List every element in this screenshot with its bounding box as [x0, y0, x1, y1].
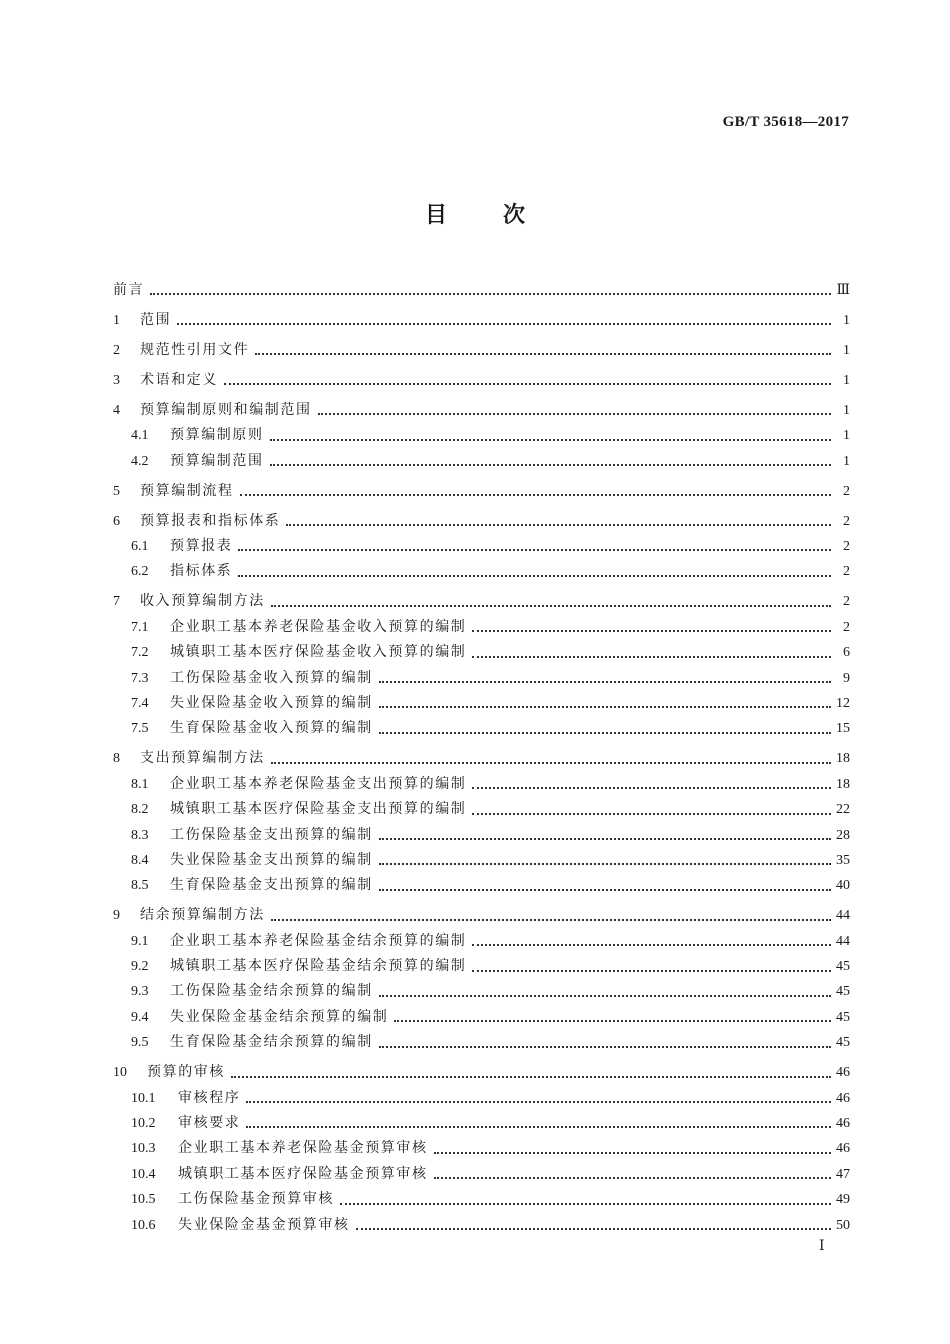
toc-entry-page: 9	[843, 670, 850, 686]
toc-entry-title: 城镇职工基本医疗保险基金收入预算的编制	[170, 644, 467, 661]
toc-entry-page: 45	[836, 1009, 850, 1025]
dot-leader	[356, 1213, 831, 1238]
toc-entry-number: 9	[113, 908, 120, 924]
toc-entry[interactable]	[113, 903, 850, 928]
toc-entry-title: 预算报表	[170, 538, 233, 555]
toc-entry-page: 46	[836, 1065, 850, 1081]
dot-leader	[270, 449, 831, 474]
toc-entry-page: 28	[836, 827, 850, 843]
dot-leader	[238, 559, 831, 584]
toc-entry-title: 规范性引用文件	[140, 341, 250, 358]
toc-subentry[interactable]	[113, 449, 850, 474]
toc-entry-number: 10.4	[131, 1166, 156, 1182]
dot-leader	[255, 338, 831, 363]
toc-subentry[interactable]	[113, 797, 850, 822]
toc-entry-page: 50	[836, 1217, 850, 1233]
dot-leader	[246, 1086, 831, 1111]
toc-entry-page: 2	[843, 539, 850, 555]
toc-entry-number: 4	[113, 402, 120, 418]
toc-entry-page: 46	[836, 1141, 850, 1157]
dot-leader	[150, 278, 831, 303]
dot-leader	[379, 716, 831, 741]
dot-leader	[224, 368, 831, 393]
toc-entry[interactable]	[113, 589, 850, 614]
page-folio: Ⅰ	[819, 1239, 825, 1254]
toc-entry-title: 工伤保险基金收入预算的编制	[170, 669, 373, 686]
dot-leader	[246, 1111, 831, 1136]
toc-entry-page: 47	[836, 1166, 850, 1182]
toc-subentry[interactable]	[113, 1136, 850, 1161]
toc-entry-title: 预算编制原则	[170, 427, 264, 444]
toc-entry-title: 城镇职工基本医疗保险基金预算审核	[178, 1165, 428, 1182]
toc-subentry[interactable]	[113, 1162, 850, 1187]
dot-leader	[472, 797, 831, 822]
toc-subentry[interactable]	[113, 640, 850, 665]
toc-title	[0, 198, 950, 229]
toc-entry-number: 8	[113, 751, 120, 767]
toc-entry-page: 6	[843, 645, 850, 661]
toc-subentry[interactable]	[113, 954, 850, 979]
dot-leader	[472, 929, 831, 954]
dot-leader	[379, 848, 831, 873]
toc-entry-number: 7.4	[131, 696, 149, 711]
toc-subentry[interactable]	[113, 559, 850, 584]
dot-leader	[379, 980, 831, 1005]
toc-entry-title: 审核程序	[178, 1089, 241, 1106]
toc-entry-number: 8.2	[131, 802, 149, 818]
toc-subentry[interactable]	[113, 980, 850, 1005]
toc-entry-number: 5	[113, 483, 120, 499]
toc-entry-title: 预算的审核	[147, 1064, 225, 1081]
dot-leader	[379, 873, 831, 898]
toc-entry-page: 2	[843, 513, 850, 529]
toc-entry-page: 1	[843, 453, 850, 469]
toc-entry-title: 预算编制原则和编制范围	[140, 401, 312, 418]
toc-entry[interactable]	[113, 509, 850, 534]
toc-entry-number: 10.3	[131, 1141, 156, 1157]
dot-leader	[271, 903, 831, 928]
toc-entry-title: 企业职工基本养老保险基金预算审核	[178, 1140, 428, 1157]
toc-entry-page: 49	[836, 1192, 850, 1208]
toc-entry-title: 预算编制范围	[170, 452, 264, 469]
toc-entry-page: 35	[836, 852, 850, 868]
dot-leader	[286, 509, 831, 534]
toc-entry-title: 企业职工基本养老保险基金支出预算的编制	[170, 775, 467, 792]
toc-entry-page: 22	[836, 802, 850, 818]
toc-entry[interactable]	[113, 1060, 850, 1085]
toc-entry-number: 8.3	[131, 827, 149, 843]
toc-entry-title: 指标体系	[170, 563, 233, 580]
dot-leader	[177, 308, 831, 333]
dot-leader	[472, 772, 831, 797]
dot-leader	[271, 746, 831, 771]
toc-entry-number: 10.5	[131, 1192, 156, 1208]
toc-entry[interactable]	[113, 308, 850, 333]
toc-entry-page: 1	[843, 402, 850, 418]
toc-entry-number: 7.1	[131, 619, 149, 635]
toc-entry-number: 9.4	[131, 1009, 149, 1025]
toc-entry-title: 工伤保险基金结余预算的编制	[170, 983, 373, 1000]
toc-entry-title: 失业保险基金支出预算的编制	[170, 851, 373, 868]
dot-leader	[472, 954, 831, 979]
toc-entry-number: 6.1	[131, 539, 149, 555]
dot-leader	[271, 589, 831, 614]
toc-entry-title: 审核要求	[178, 1115, 241, 1132]
toc-entry-number: 8.4	[131, 852, 149, 868]
dot-leader	[240, 479, 831, 504]
toc-entry-title: 失业保险基金收入预算的编制	[170, 695, 373, 711]
dot-leader	[379, 823, 831, 848]
toc-entry[interactable]	[113, 398, 850, 423]
dot-leader	[340, 1187, 831, 1212]
table-of-contents	[113, 278, 850, 1238]
toc-entry-title: 前言	[113, 281, 145, 298]
toc-title-right: 次	[503, 203, 526, 228]
toc-entry-title: 预算编制流程	[140, 482, 234, 499]
toc-subentry[interactable]	[113, 1213, 850, 1238]
toc-entry-title: 生育保险基金收入预算的编制	[170, 720, 373, 737]
dot-leader	[238, 534, 831, 559]
toc-entry-page: 15	[836, 721, 850, 737]
toc-entry-page: 1	[843, 372, 850, 388]
toc-entry-number: 10.6	[131, 1217, 156, 1233]
toc-entry-page: 44	[836, 908, 850, 924]
toc-entry-page: 40	[836, 878, 850, 894]
toc-subentry[interactable]	[113, 666, 850, 691]
toc-subentry[interactable]	[113, 1030, 850, 1055]
dot-leader	[270, 423, 831, 448]
toc-entry-page: 18	[836, 776, 850, 792]
toc-entry-number: 8.5	[131, 878, 149, 894]
toc-entry-page: 45	[836, 1035, 850, 1051]
toc-entry-title: 生育保险基金结余预算的编制	[170, 1034, 373, 1051]
toc-entry-title: 结余预算编制方法	[140, 907, 265, 924]
toc-entry-title: 生育保险基金支出预算的编制	[170, 877, 373, 894]
toc-entry-title: 工伤保险基金支出预算的编制	[170, 826, 373, 843]
toc-subentry[interactable]	[113, 716, 850, 741]
toc-entry-title: 术语和定义	[140, 371, 218, 388]
toc-entry-page: 45	[836, 984, 850, 1000]
toc-subentry[interactable]	[113, 1086, 850, 1111]
toc-entry-number: 9.1	[131, 933, 149, 949]
toc-entry-page: 2	[843, 594, 850, 610]
toc-entry-number: 10	[113, 1065, 127, 1081]
toc-subentry[interactable]	[113, 823, 850, 848]
toc-entry-number: 3	[113, 372, 120, 388]
toc-subentry[interactable]	[113, 423, 850, 448]
toc-entry-number: 7.2	[131, 645, 149, 661]
toc-subentry[interactable]	[113, 615, 850, 640]
toc-entry-title: 企业职工基本养老保险基金收入预算的编制	[170, 618, 467, 635]
toc-entry-number: 7.3	[131, 670, 149, 686]
toc-entry-page: 1	[843, 342, 850, 358]
dot-leader	[318, 398, 831, 423]
toc-entry-number: 6.2	[131, 564, 149, 580]
toc-entry-page: 2	[843, 483, 850, 499]
dot-leader	[379, 691, 831, 716]
toc-entry-page: 46	[836, 1090, 850, 1106]
toc-entry-title: 失业保险金基金预算审核	[178, 1216, 350, 1233]
dot-leader	[434, 1162, 831, 1187]
toc-entry-page: Ⅲ	[836, 282, 850, 298]
toc-entry-page: 1	[843, 428, 850, 444]
toc-entry[interactable]	[113, 278, 850, 303]
toc-subentry[interactable]	[113, 1005, 850, 1030]
toc-entry-title: 范围	[140, 311, 172, 328]
toc-entry-number: 9.5	[131, 1035, 149, 1051]
toc-entry-title: 工伤保险基金预算审核	[178, 1191, 334, 1208]
toc-entry-title: 支出预算编制方法	[140, 750, 265, 767]
toc-entry-number: 6	[113, 513, 120, 529]
dot-leader	[379, 1030, 831, 1055]
dot-leader	[434, 1136, 831, 1161]
toc-entry-page: 1	[843, 312, 850, 328]
toc-subentry[interactable]	[113, 873, 850, 898]
toc-subentry[interactable]	[113, 772, 850, 797]
toc-entry-page: 45	[836, 959, 850, 975]
toc-subentry[interactable]	[113, 929, 850, 954]
toc-entry-title: 收入预算编制方法	[140, 593, 265, 610]
toc-entry-number: 7	[113, 594, 120, 610]
toc-entry-page: 46	[836, 1116, 850, 1132]
toc-entry[interactable]	[113, 368, 850, 393]
dot-leader	[472, 640, 831, 665]
toc-entry-page: 2	[843, 564, 850, 580]
toc-entry-title: 失业保险金基金结余预算的编制	[170, 1008, 389, 1025]
toc-entry-number: 1	[113, 312, 120, 328]
dot-leader	[231, 1060, 831, 1085]
toc-entry-number: 4.2	[131, 453, 149, 469]
standard-code: GB/T 35618—2017	[722, 114, 849, 130]
toc-entry-page: 18	[836, 751, 850, 767]
toc-subentry[interactable]	[113, 848, 850, 873]
toc-entry-number: 4.1	[131, 428, 149, 444]
toc-entry-number: 9.3	[131, 984, 149, 1000]
dot-leader	[472, 615, 831, 640]
toc-entry-number: 10.1	[131, 1090, 156, 1106]
toc-entry-title: 预算报表和指标体系	[140, 512, 281, 529]
toc-entry-number: 8.1	[131, 776, 149, 792]
toc-entry-number: 2	[113, 342, 120, 358]
toc-entry[interactable]	[113, 479, 850, 504]
dot-leader	[394, 1005, 831, 1030]
toc-subentry[interactable]	[113, 1111, 850, 1136]
toc-entry[interactable]	[113, 746, 850, 771]
toc-entry-page: 2	[843, 619, 850, 635]
dot-leader	[379, 666, 831, 691]
toc-entry[interactable]	[113, 338, 850, 363]
toc-entry-number: 9.2	[131, 959, 149, 975]
toc-entry-number: 10.2	[131, 1116, 156, 1132]
toc-subentry[interactable]	[113, 691, 850, 716]
toc-subentry[interactable]	[113, 534, 850, 559]
toc-entry-title: 城镇职工基本医疗保险基金支出预算的编制	[170, 801, 467, 818]
toc-entry-page: 44	[836, 933, 850, 949]
toc-entry-page: 12	[836, 696, 850, 711]
toc-entry-title: 城镇职工基本医疗保险基金结余预算的编制	[170, 958, 467, 975]
toc-entry-number: 7.5	[131, 721, 149, 737]
toc-title-left: 目	[424, 203, 447, 228]
toc-entry-title: 企业职工基本养老保险基金结余预算的编制	[170, 932, 467, 949]
toc-subentry[interactable]	[113, 1187, 850, 1212]
